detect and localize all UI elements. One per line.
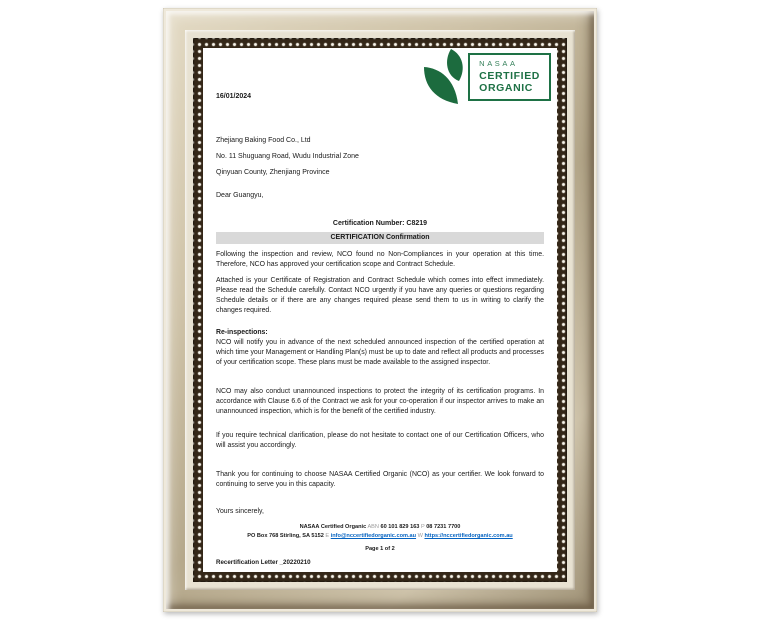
closing-line: Yours sincerely,: [216, 508, 264, 516]
paragraph-unannounced-inspections: NCO may also conduct unannounced inspections to protect the integrity of its certification programs. In accordance with Clause 6.6 of the Contract we ask for your co-operation if our inspector arrives to make an unannounced inspection, which is for the benefit of the certified industry.: [216, 388, 544, 416]
footer-abn-label: ABN: [367, 524, 379, 531]
footer-org-line: [216, 523, 544, 532]
reinspections-heading: Re-inspections:: [216, 329, 268, 337]
page-number: Page 1 of 2: [365, 546, 395, 553]
certification-letter-page: [203, 48, 557, 572]
footer-phone-label: P: [420, 524, 425, 531]
nasaa-certified-organic-logo: [422, 48, 551, 106]
footer-postal-address: PO Box 768 Stirling, SA 5152: [247, 533, 324, 540]
document-reference: Recertification Letter _20220210: [216, 559, 311, 567]
paragraph-inspection-review: Following the inspection and review, NCO found no Non-Compliances in your operation at this time. Therefore, NCO has approved your certification scope and Contract Schedule.: [216, 251, 544, 269]
leaves-icon: [422, 48, 466, 106]
certification-number: Certification Number: C8219: [332, 220, 428, 228]
certification-confirmation-header: CERTIFICATION Confirmation: [216, 232, 544, 244]
logo-certified-label: CERTIFIED: [479, 69, 540, 82]
frame-silver-band: [185, 30, 575, 590]
footer-email-link[interactable]: info@nccertifiedorganic.com.au: [330, 533, 417, 540]
footer-website-link[interactable]: https://nccertifiedorganic.com.au: [424, 533, 513, 540]
footer-email-label: E: [325, 533, 330, 540]
footer-web-label: W: [417, 533, 423, 540]
footer-phone-number: 08 7231 7700: [426, 524, 461, 531]
logo-organic-label: ORGANIC: [479, 81, 533, 94]
paragraph-announced-inspections: NCO will notify you in advance of the next scheduled announced inspection of the certified operation at which time your Management or Handling Plan(s) must be up to date and reflect all products and processes of your certification scope. These plans must be made available to the assigned inspector.: [216, 339, 544, 367]
picture-frame: [163, 8, 597, 612]
letter-date: 16/01/2024: [216, 93, 252, 100]
recipient-address-line1: No. 11 Shuguang Road, Wudu Industrial Zone: [216, 153, 359, 161]
footer-contact-line: [216, 532, 544, 541]
recipient-company: Zhejiang Baking Food Co., Ltd: [216, 137, 311, 145]
recipient-address-line2: Qinyuan County, Zhenjiang Province: [216, 169, 330, 177]
paragraph-technical-clarification: If you require technical clarification, please do not hesitate to contact one of our Certification Officers, who will assist you accordingly.: [216, 432, 544, 450]
paragraph-certificate-attached: Attached is your Certificate of Registration and Contract Schedule which comes into effect immediately. Please read the Schedule carefully. Contact NCO urgently if you have any queries or questions regarding Schedule details or if there are any changes required please send them to us in writing to clarify the changes required.: [216, 277, 544, 315]
paragraph-thank-you: Thank you for continuing to choose NASAA Certified Organic (NCO) as your certifier. We look forward to continuing to serve you in this capacity.: [216, 471, 544, 489]
footer-org-name: NASAA Certified Organic: [299, 524, 367, 531]
letter-footer: [216, 523, 544, 568]
footer-abn-number: 60 101 829 163: [380, 524, 420, 531]
logo-text-box: [468, 53, 551, 101]
recipient-address-block: [216, 133, 544, 181]
logo-org-name: NASAA: [479, 59, 518, 68]
frame-molding: [166, 11, 594, 609]
salutation: Dear Guangyu,: [216, 192, 264, 200]
frame-bead-border: [193, 38, 567, 582]
